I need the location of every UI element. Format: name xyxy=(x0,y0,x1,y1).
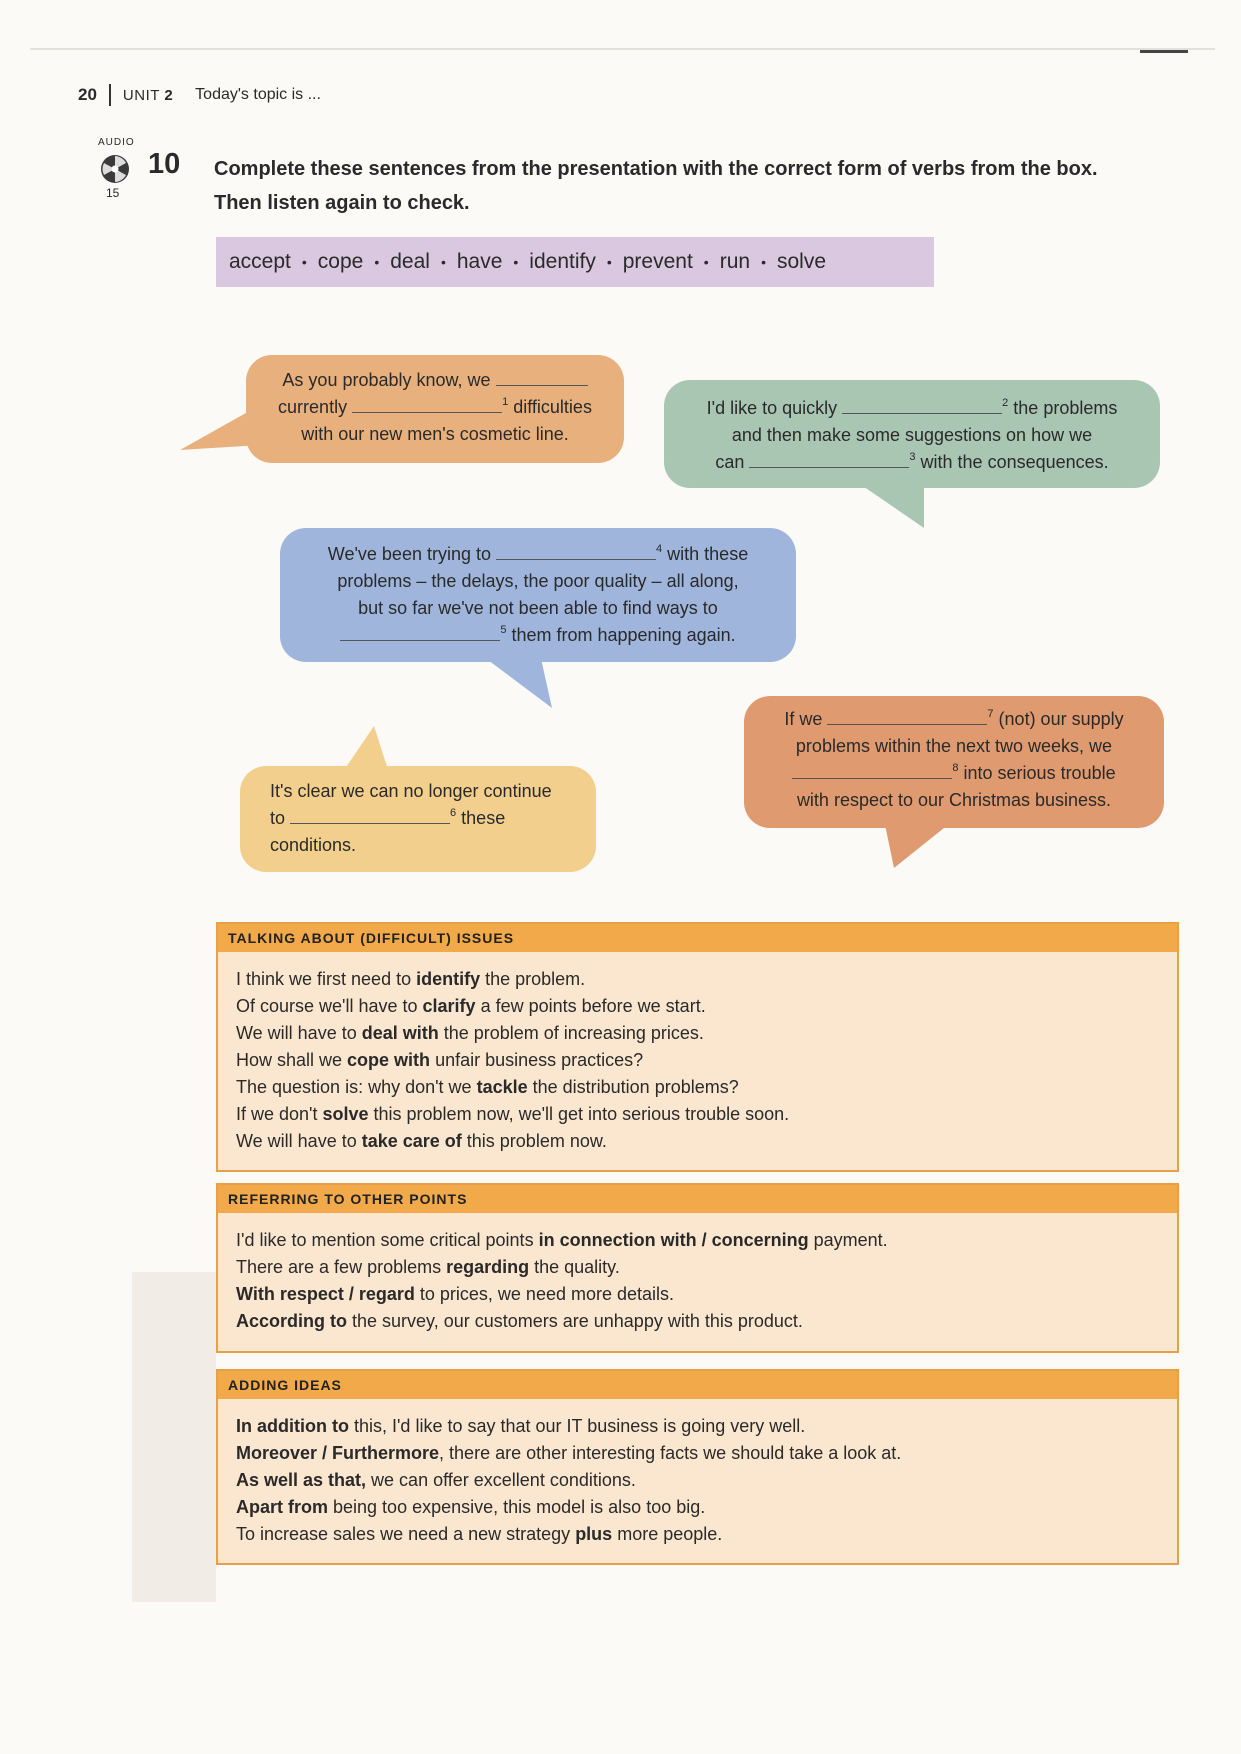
phrase-line xyxy=(236,1047,1159,1074)
phrase-text: unfair business practices? xyxy=(430,1050,644,1070)
blank-4[interactable] xyxy=(496,541,656,560)
audio-label: AUDIO xyxy=(98,137,135,148)
phrase-text: We will have to xyxy=(236,1131,362,1151)
bubble-4-line: problems within the next two weeks, we xyxy=(795,736,1113,756)
word-separator: • xyxy=(703,254,709,270)
speech-bubble-3 xyxy=(280,528,796,662)
bubble-4-line: with respect to our Christmas business. xyxy=(796,790,1112,810)
word-separator: • xyxy=(440,254,446,270)
phrase-line xyxy=(236,1128,1159,1155)
bubble-2-text xyxy=(664,380,1160,476)
key-phrase: plus xyxy=(575,1524,613,1544)
phrase-text: payment. xyxy=(808,1230,888,1250)
phrase-line xyxy=(236,1074,1159,1101)
word-cope: cope xyxy=(317,250,364,273)
bubble-2-line: I'd like to quickly xyxy=(706,398,838,418)
section-title: ADDING IDEAS xyxy=(218,1371,1177,1399)
phrase-line xyxy=(236,1254,1159,1281)
bubble-5-line: to xyxy=(270,808,286,828)
page-shadow xyxy=(132,1272,216,1602)
bubble-1-line: currently xyxy=(278,397,348,417)
bubble-4-line: (not) our supply xyxy=(998,709,1124,729)
phrase-text: We will have to xyxy=(236,1023,362,1043)
bubble-5-line: It's clear we can no longer continue xyxy=(270,781,552,801)
audio-cd-icon[interactable] xyxy=(100,154,130,184)
unit-label xyxy=(123,87,173,104)
phrase-text: more people. xyxy=(612,1524,723,1544)
gap-number-3: 3 xyxy=(909,451,916,463)
page-number: 20 xyxy=(78,85,97,104)
bubble-1-line: As you probably know, we xyxy=(282,370,491,390)
gap-number-7: 7 xyxy=(987,708,994,720)
key-phrase: regarding xyxy=(446,1257,530,1277)
phrase-line xyxy=(236,1227,1159,1254)
phrase-text: How shall we xyxy=(236,1050,348,1070)
key-phrase: take care of xyxy=(361,1131,462,1151)
key-phrase: cope with xyxy=(347,1050,431,1070)
phrase-text: Of course we'll have to xyxy=(236,996,423,1016)
phrase-line xyxy=(236,1413,1159,1440)
phrase-text: I'd like to mention some critical points xyxy=(236,1230,539,1250)
blank-1[interactable] xyxy=(352,394,502,413)
key-phrase: in connection with / concerning xyxy=(538,1230,809,1250)
speech-bubble-4 xyxy=(744,696,1164,828)
bubble-3-line: with these xyxy=(667,544,749,564)
key-phrase: solve xyxy=(322,1104,369,1124)
word-separator: • xyxy=(513,254,519,270)
phrase-text: the problem. xyxy=(480,969,586,989)
instruction-line-1: Complete these sentences from the presentation with the correct form of verbs from the box. xyxy=(214,158,1098,180)
bubble-1-line: difficulties xyxy=(513,397,592,417)
blank-7[interactable] xyxy=(827,706,987,725)
bubble-1-line: with our new men's cosmetic line. xyxy=(301,424,569,444)
bubble-5-line: conditions. xyxy=(270,835,357,855)
phrase-line xyxy=(236,1494,1159,1521)
page-header xyxy=(78,84,321,106)
section-adding-ideas xyxy=(216,1369,1179,1565)
bubble-3-line: We've been trying to xyxy=(327,544,491,564)
phrase-text: to prices, we need more details. xyxy=(414,1284,675,1304)
word-run: run xyxy=(719,250,751,273)
word-identify: identify xyxy=(529,250,596,273)
phrase-text: this problem now, we'll get into serious trouble soon. xyxy=(368,1104,790,1124)
bubble-3-tail xyxy=(480,654,560,710)
gap-number-4: 4 xyxy=(656,543,663,555)
phrase-text: To increase sales we need a new strategy xyxy=(236,1524,576,1544)
bubble-4-text xyxy=(744,696,1164,814)
phrase-line xyxy=(236,1467,1159,1494)
key-phrase: Moreover / Furthermore xyxy=(236,1443,440,1463)
bubble-4-line: into serious trouble xyxy=(963,763,1116,783)
word-separator: • xyxy=(374,254,380,270)
bubble-5-line: these xyxy=(461,808,506,828)
blank-3[interactable] xyxy=(749,449,909,468)
phrase-line xyxy=(236,1521,1159,1548)
blank-5[interactable] xyxy=(340,622,500,641)
unit-topic: Today's topic is ... xyxy=(195,86,321,103)
section-body xyxy=(218,1213,1177,1335)
key-phrase: identify xyxy=(416,969,481,989)
key-phrase: clarify xyxy=(422,996,476,1016)
phrase-text: this, I'd like to say that our IT business is going very well. xyxy=(348,1416,806,1436)
section-title: TALKING ABOUT (DIFFICULT) ISSUES xyxy=(218,924,1177,952)
phrase-text: the distribution problems? xyxy=(527,1077,739,1097)
phrase-text: a few points before we start. xyxy=(475,996,706,1016)
key-phrase: In addition to xyxy=(236,1416,349,1436)
section-body xyxy=(218,1399,1177,1548)
phrase-text: we can offer excellent conditions. xyxy=(366,1470,636,1490)
word-accept: accept xyxy=(229,250,291,273)
key-phrase: According to xyxy=(236,1311,347,1331)
phrase-line xyxy=(236,1308,1159,1335)
phrase-text: the problem of increasing prices. xyxy=(438,1023,704,1043)
word-separator: • xyxy=(301,254,307,270)
bubble-2-line: can xyxy=(715,452,745,472)
page-top-edge xyxy=(30,48,1215,50)
unit-word: UNIT xyxy=(122,86,160,104)
phrase-text: , there are other interesting facts we should take a look at. xyxy=(439,1443,902,1463)
bubble-3-line: but so far we've not been able to find ways to xyxy=(358,598,718,618)
key-phrase: Apart from xyxy=(236,1497,329,1517)
instruction-line-2: Then listen again to check. xyxy=(214,192,470,214)
word-box xyxy=(216,237,934,287)
phrase-line xyxy=(236,1440,1159,1467)
word-have: have xyxy=(456,250,503,273)
key-phrase: tackle xyxy=(476,1077,528,1097)
gap-number-6: 6 xyxy=(450,807,457,819)
bubble-1-text xyxy=(246,355,624,448)
phrase-text: If we don't xyxy=(236,1104,323,1124)
phrase-line xyxy=(236,1281,1159,1308)
phrase-line xyxy=(236,1020,1159,1047)
exercise-instruction xyxy=(214,152,1154,220)
section-body xyxy=(218,952,1177,1155)
gap-number-1: 1 xyxy=(502,396,509,408)
word-prevent: prevent xyxy=(622,250,693,273)
exercise-number: 10 xyxy=(148,148,181,180)
bubble-3-line: problems – the delays, the poor quality – all along, xyxy=(337,571,739,591)
key-phrase: With respect / regard xyxy=(236,1284,415,1304)
section-referring-to-other-points xyxy=(216,1183,1179,1353)
phrase-text: this problem now. xyxy=(461,1131,607,1151)
bubble-2-line: with the consequences. xyxy=(920,452,1109,472)
bubble-3-line: them from happening again. xyxy=(511,625,736,645)
word-separator: • xyxy=(761,254,766,270)
phrase-text: I think we first need to xyxy=(236,969,417,989)
phrase-text: There are a few problems xyxy=(236,1257,447,1277)
page-corner-mark xyxy=(1140,50,1188,53)
phrase-line xyxy=(236,993,1159,1020)
phrase-text: the survey, our customers are unhappy with this product. xyxy=(347,1311,803,1331)
word-separator: • xyxy=(606,254,612,270)
bubble-5-text xyxy=(240,766,596,859)
gap-number-5: 5 xyxy=(500,624,507,636)
bubble-2-line: and then make some suggestions on how we xyxy=(731,425,1093,445)
bubble-4-line: If we xyxy=(784,709,823,729)
phrase-line xyxy=(236,966,1159,993)
bubble-3-text xyxy=(280,528,796,649)
section-talking-about-issues xyxy=(216,922,1179,1172)
gap-number-8: 8 xyxy=(952,762,959,774)
unit-number: 2 xyxy=(164,86,174,104)
key-phrase: As well as that, xyxy=(236,1470,367,1490)
audio-track-number: 15 xyxy=(106,186,120,200)
bubble-2-line: the problems xyxy=(1013,398,1118,418)
phrase-text: being too expensive, this model is also too big. xyxy=(328,1497,706,1517)
blank-2[interactable] xyxy=(842,395,1002,414)
key-phrase: deal with xyxy=(361,1023,439,1043)
word-deal: deal xyxy=(390,250,430,273)
section-title: REFERRING TO OTHER POINTS xyxy=(218,1185,1177,1213)
speech-bubble-1 xyxy=(246,355,624,463)
speech-bubble-2 xyxy=(664,380,1160,488)
blank-gap[interactable] xyxy=(496,367,588,386)
phrase-text: The question is: why don't we xyxy=(236,1077,477,1097)
gap-number-2: 2 xyxy=(1002,397,1009,409)
phrase-line xyxy=(236,1101,1159,1128)
speech-bubble-5 xyxy=(240,766,596,872)
blank-8[interactable] xyxy=(792,760,952,779)
phrase-text: the quality. xyxy=(529,1257,620,1277)
blank-6[interactable] xyxy=(290,805,450,824)
word-solve: solve xyxy=(776,250,826,273)
header-divider xyxy=(109,84,111,106)
